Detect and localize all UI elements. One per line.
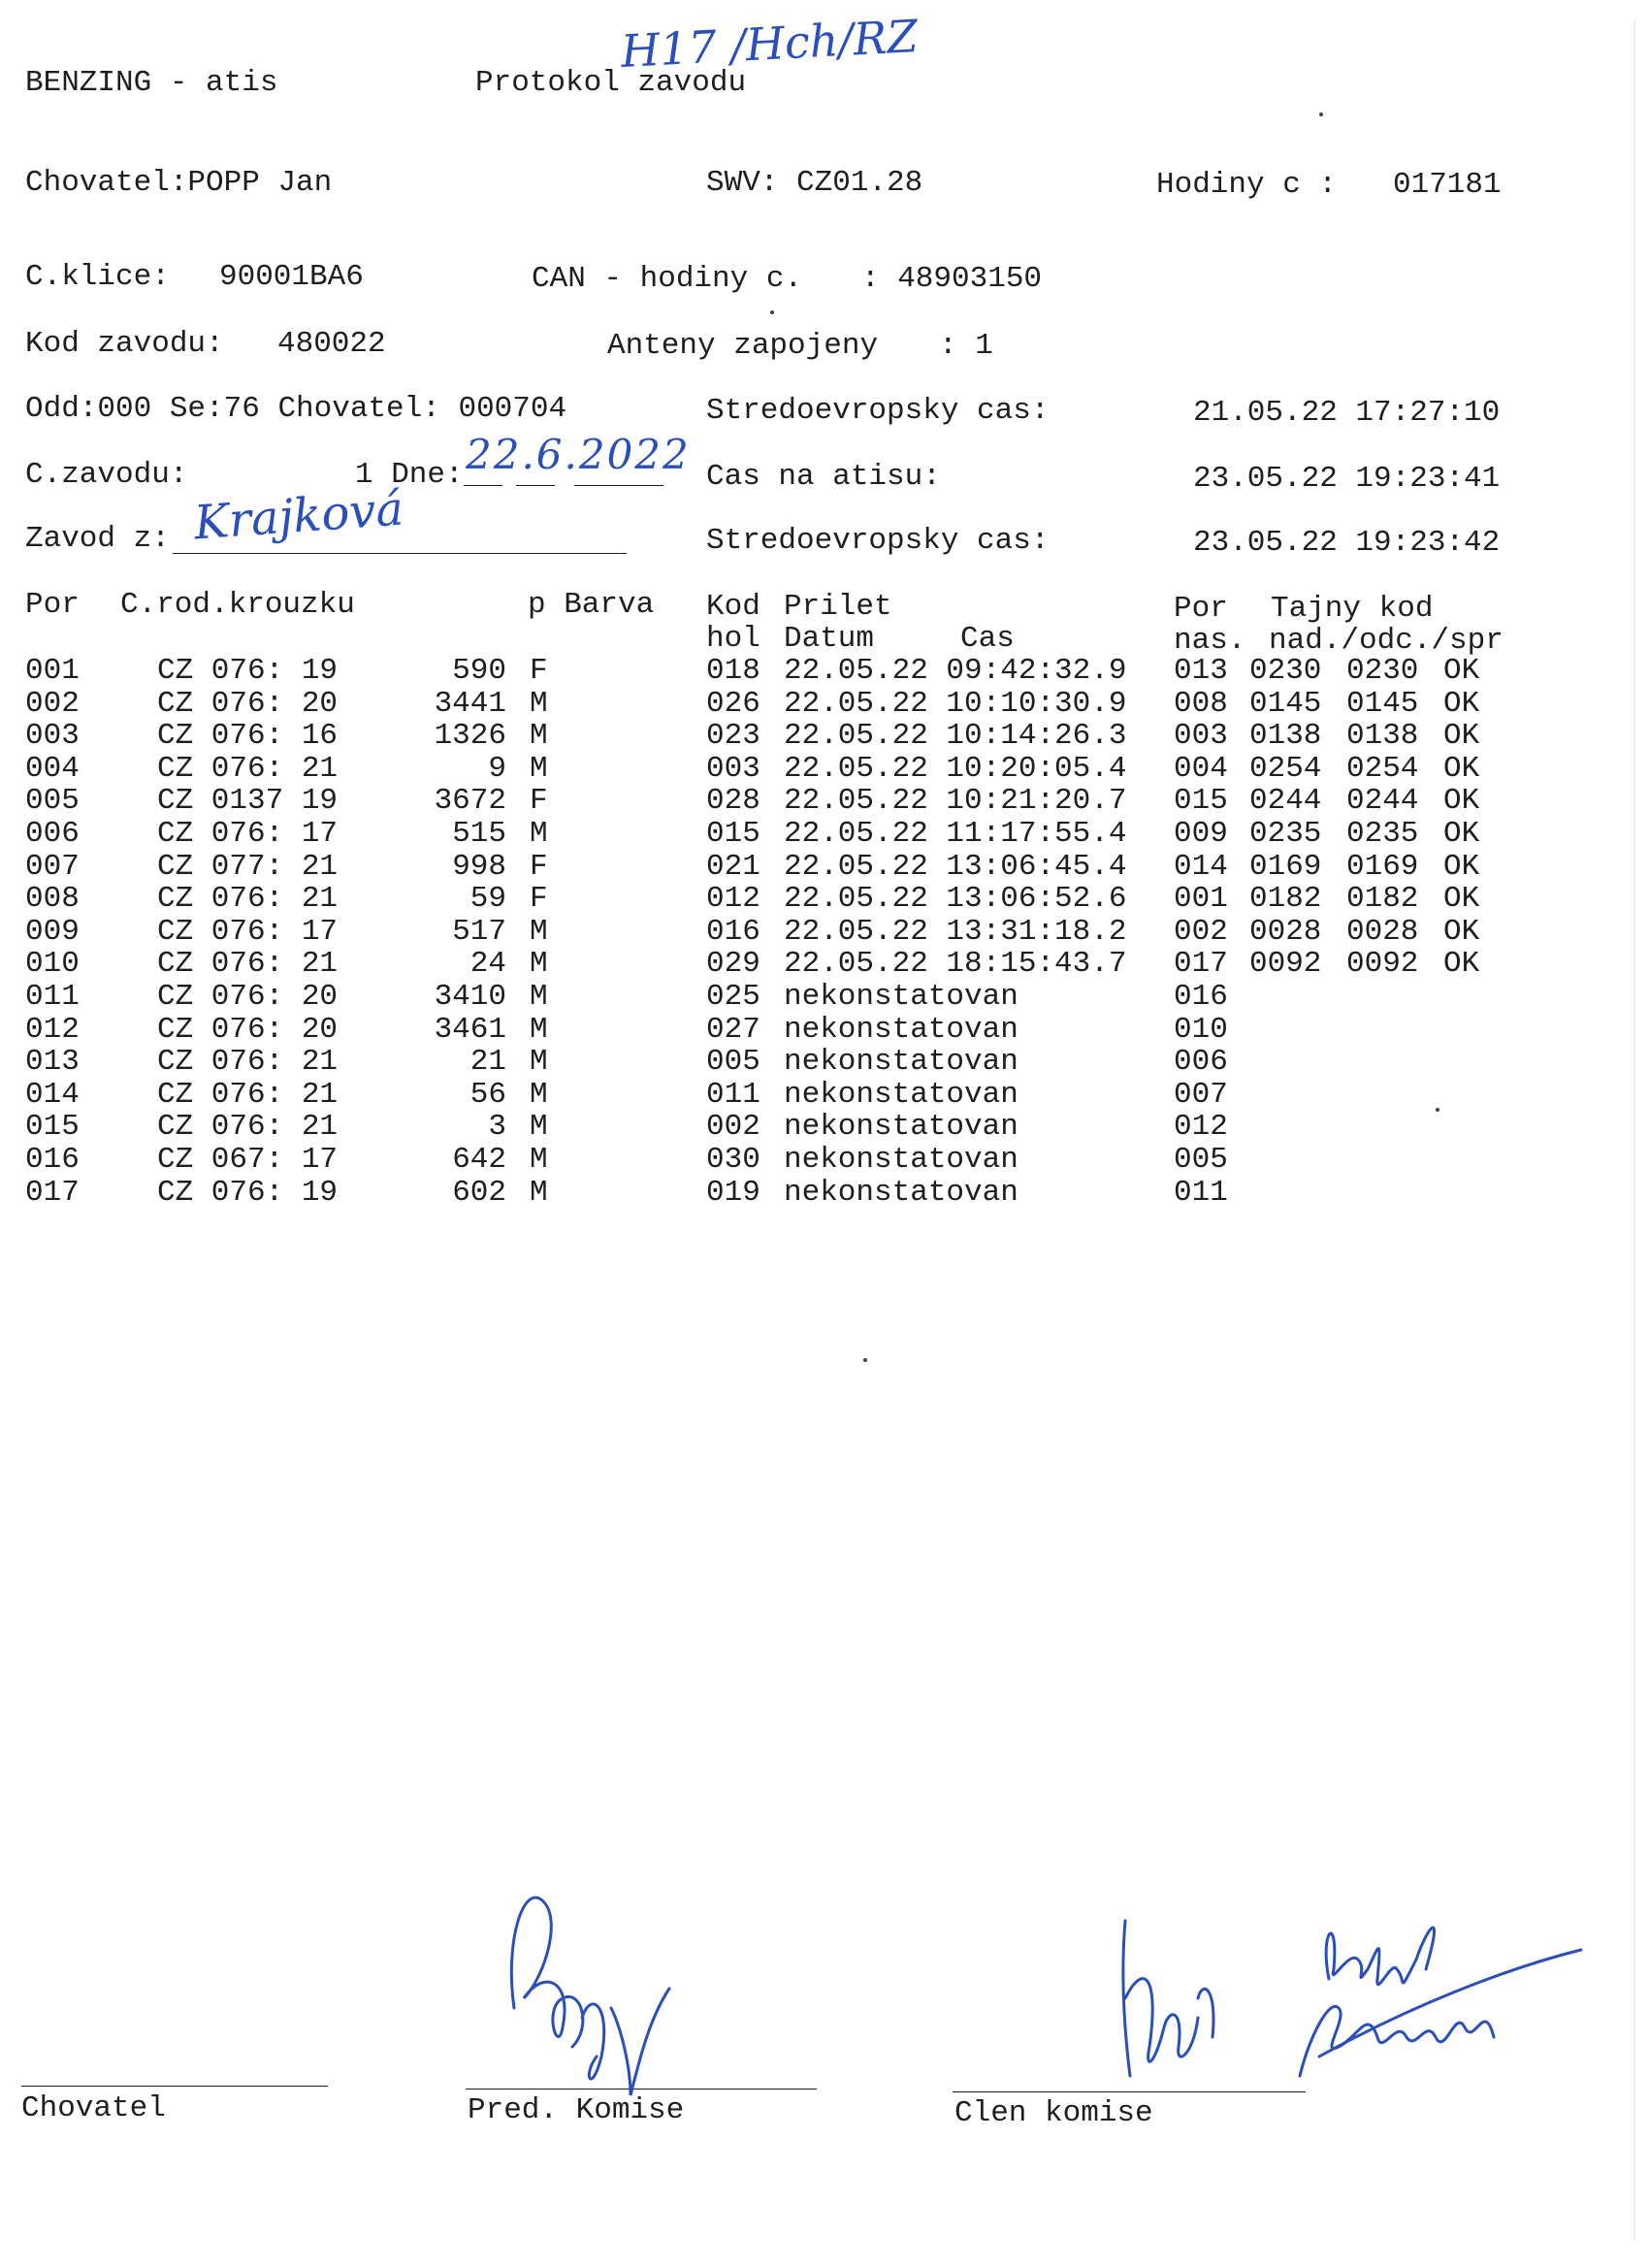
code-reading-cell: 0254 [1346, 751, 1419, 786]
code-reading-cell: 0169 [1346, 849, 1419, 884]
chair-signature-icon [485, 1863, 679, 2105]
basket-order-cell: 002 [1174, 914, 1228, 949]
col-header-time: Cas [960, 622, 1015, 656]
order-cell: 004 [25, 751, 80, 786]
order-cell: 005 [25, 784, 80, 819]
loft-code-cell: 030 [706, 1143, 760, 1177]
atis-time-label: Cas na atisu: [706, 460, 941, 494]
code-basketing-cell: 0028 [1249, 914, 1322, 949]
check-cell: OK [1443, 784, 1480, 819]
loft-code-cell: 025 [706, 980, 760, 1014]
speck [770, 310, 774, 314]
code-reading-cell: 0182 [1346, 882, 1419, 917]
ring-number-cell: 59 [469, 882, 506, 917]
ring-number-cell: 1326 [434, 719, 506, 754]
table-row [0, 751, 1649, 787]
basket-order-cell: 004 [1174, 751, 1228, 786]
arrival-cell: 22.05.22 09:42:32.9 [784, 654, 1127, 688]
ring-cell: CZ 076: 21 [157, 1045, 339, 1080]
race-from-label: Zavod z: [25, 522, 170, 556]
check-cell: OK [1443, 849, 1480, 884]
arrival-cell: 22.05.22 18:15:43.7 [784, 947, 1127, 982]
code-reading-cell: 0028 [1346, 914, 1419, 949]
software-version: SWV: CZ01.28 [706, 166, 923, 200]
table-row [0, 721, 1649, 754]
arrival-cell: nekonstatovan [784, 1077, 1018, 1112]
loft-code-cell: 002 [706, 1110, 760, 1145]
ring-cell: CZ 0137 19 [157, 784, 339, 819]
basket-order-cell: 006 [1174, 1045, 1228, 1080]
ring-cell: CZ 067: 17 [157, 1143, 339, 1177]
order-cell: 017 [25, 1175, 80, 1210]
loft-code-cell: 023 [706, 719, 760, 754]
ring-cell: CZ 076: 21 [157, 1077, 339, 1112]
member-signature-line [953, 2091, 1306, 2092]
loft-code-cell: 021 [706, 849, 760, 884]
col-header-order: Por [25, 588, 80, 622]
ring-number-cell: 515 [452, 817, 506, 851]
order-cell: 013 [25, 1045, 80, 1080]
order-cell: 006 [25, 817, 80, 851]
ring-cell: CZ 076: 20 [157, 980, 339, 1014]
order-cell: 015 [25, 1110, 80, 1145]
ring-cell: CZ 076: 19 [157, 1175, 339, 1210]
col-header-date: Datum [784, 622, 875, 656]
ring-cell: CZ 076: 21 [157, 947, 339, 982]
sex-cell: M [530, 1110, 548, 1145]
col-header-code-check: nad./odc./spr [1269, 624, 1504, 658]
sex-cell: F [530, 849, 548, 884]
member-signature-icon [1106, 1901, 1242, 2086]
table-row [0, 686, 1649, 722]
race-number-value: 1 Dne: [355, 458, 464, 492]
sex-cell: M [530, 1012, 548, 1047]
table-row [0, 914, 1649, 950]
sex-cell: M [530, 1045, 548, 1080]
code-reading-cell: 0092 [1346, 947, 1419, 982]
col-header-sex-color: p Barva [528, 588, 655, 622]
arrival-cell: 22.05.22 10:10:30.9 [784, 686, 1127, 721]
arrival-cell: nekonstatovan [784, 1175, 1018, 1210]
sex-cell: M [530, 1175, 548, 1210]
code-basketing-cell: 0145 [1249, 686, 1322, 721]
check-cell: OK [1443, 654, 1480, 688]
ring-cell: CZ 076: 21 [157, 882, 339, 917]
order-cell: 008 [25, 882, 80, 917]
cet-label-1: Stredoevropsky cas: [706, 394, 1050, 428]
breeder-signature-label: Chovatel [21, 2091, 166, 2125]
check-cell: OK [1443, 751, 1480, 786]
ring-cell: CZ 076: 21 [157, 1110, 339, 1145]
sex-cell: M [530, 751, 548, 786]
ring-cell: CZ 076: 16 [157, 719, 339, 754]
basket-order-cell: 005 [1174, 1143, 1228, 1177]
basket-order-cell: 010 [1174, 1012, 1228, 1047]
basket-order-cell: 003 [1174, 719, 1228, 754]
check-cell: OK [1443, 719, 1480, 754]
table-row [0, 819, 1649, 852]
chair-signature-label: Pred. Komise [468, 2093, 685, 2127]
handwritten-header-note: H17 /Hch/RZ [619, 10, 920, 78]
col-header-secret-code: Tajny kod [1271, 592, 1434, 626]
table-row [0, 1012, 1649, 1048]
atis-time-value: 23.05.22 19:23:41 [1193, 462, 1501, 496]
ring-number-cell: 517 [452, 914, 506, 949]
race-code-value: 480022 [277, 327, 386, 361]
arrival-cell: nekonstatovan [784, 1012, 1018, 1047]
table-row [0, 1077, 1649, 1113]
protocol-title: Protokol zavodu [475, 66, 747, 100]
loft-code-cell: 005 [706, 1045, 760, 1080]
breeder-signature-line [21, 2086, 328, 2087]
loft-code-cell: 012 [706, 882, 760, 917]
table-row [0, 849, 1649, 885]
loft-code-cell: 019 [706, 1175, 760, 1210]
order-cell: 010 [25, 947, 80, 982]
ring-number-cell: 602 [452, 1175, 506, 1210]
order-cell: 011 [25, 980, 80, 1014]
loft-code-cell: 018 [706, 654, 760, 688]
basket-order-cell: 001 [1174, 882, 1228, 917]
table-row [0, 982, 1649, 1015]
ring-cell: CZ 076: 20 [157, 686, 339, 721]
col-header-basket-order: Por [1174, 592, 1228, 626]
sex-cell: M [530, 719, 548, 754]
ring-number-cell: 21 [469, 1045, 506, 1080]
arrival-cell: nekonstatovan [784, 1110, 1018, 1145]
speck [863, 1358, 867, 1362]
code-basketing-cell: 0244 [1249, 784, 1322, 819]
col-header-code: Kod [706, 590, 760, 624]
basket-order-cell: 014 [1174, 849, 1228, 884]
check-cell: OK [1443, 947, 1480, 982]
can-clock-value: : 48903150 [861, 262, 1043, 296]
table-row [0, 949, 1649, 982]
arrival-cell: 22.05.22 13:31:18.2 [784, 914, 1127, 949]
cet-label-2: Stredoevropsky cas: [706, 524, 1050, 558]
sex-cell: F [530, 784, 548, 819]
arrival-cell: nekonstatovan [784, 1045, 1018, 1080]
breeder-name: Chovatel:POPP Jan [25, 166, 333, 200]
key-label: C.klice: [25, 260, 170, 294]
table-row [0, 656, 1649, 689]
table-row [0, 884, 1649, 917]
speck [1436, 1108, 1439, 1112]
check-cell: OK [1443, 914, 1480, 949]
loft-code-cell: 015 [706, 817, 760, 851]
col-header-basketed: nas. [1174, 624, 1246, 658]
can-clock-label: CAN - hodiny c. [532, 262, 803, 296]
code-basketing-cell: 0254 [1249, 751, 1322, 786]
second-member-signature-icon [1261, 1892, 1591, 2086]
sex-cell: F [530, 654, 548, 688]
loft-code-cell: 026 [706, 686, 760, 721]
member-signature-label: Clen komise [954, 2096, 1153, 2130]
handwritten-race-date: 22.6.2022 [466, 431, 691, 478]
handwritten-race-origin: Krajková [192, 481, 405, 551]
table-row [0, 1145, 1649, 1178]
ring-number-cell: 9 [488, 751, 506, 786]
table-row [0, 1112, 1649, 1145]
arrival-cell: 22.05.22 13:06:52.6 [784, 882, 1127, 917]
basket-order-cell: 017 [1174, 947, 1228, 982]
ring-number-cell: 24 [469, 947, 506, 982]
key-value: 90001BA6 [219, 260, 364, 294]
date-underline [516, 485, 555, 486]
club-line: Odd:000 Se:76 Chovatel: 000704 [25, 392, 567, 426]
code-basketing-cell: 0092 [1249, 947, 1322, 982]
ring-cell: CZ 077: 21 [157, 849, 339, 884]
col-header-ring: C.rod.krouzku [120, 588, 355, 622]
code-reading-cell: 0244 [1346, 784, 1419, 819]
clock-number: 017181 [1393, 168, 1502, 202]
date-underline [574, 485, 663, 486]
arrival-cell: nekonstatovan [784, 1143, 1018, 1177]
antenna-label: Anteny zapojeny [607, 329, 879, 363]
basket-order-cell: 016 [1174, 980, 1228, 1014]
race-origin-underline [173, 553, 627, 554]
basket-order-cell: 011 [1174, 1175, 1228, 1210]
order-cell: 012 [25, 1012, 80, 1047]
code-reading-cell: 0138 [1346, 719, 1419, 754]
check-cell: OK [1443, 817, 1480, 851]
ring-number-cell: 3410 [434, 980, 506, 1014]
ring-number-cell: 3461 [434, 1012, 506, 1047]
arrival-cell: nekonstatovan [784, 980, 1018, 1014]
basket-order-cell: 015 [1174, 784, 1228, 819]
loft-code-cell: 003 [706, 751, 760, 786]
order-cell: 016 [25, 1143, 80, 1177]
loft-code-cell: 028 [706, 784, 760, 819]
code-basketing-cell: 0182 [1249, 882, 1322, 917]
code-reading-cell: 0230 [1346, 654, 1419, 688]
table-row [0, 1047, 1649, 1080]
ring-cell: CZ 076: 20 [157, 1012, 339, 1047]
order-cell: 009 [25, 914, 80, 949]
table-row [0, 1175, 1649, 1211]
clock-label: Hodiny c : [1156, 168, 1338, 202]
sex-cell: F [530, 882, 548, 917]
order-cell: 002 [25, 686, 80, 721]
sex-cell: M [530, 1077, 548, 1112]
speck [1319, 113, 1323, 116]
race-code-label: Kod zavodu: [25, 327, 224, 361]
sex-cell: M [530, 947, 548, 982]
code-basketing-cell: 0169 [1249, 849, 1322, 884]
ring-number-cell: 3672 [434, 784, 506, 819]
code-reading-cell: 0235 [1346, 817, 1419, 851]
loft-code-cell: 011 [706, 1077, 760, 1112]
ring-number-cell: 642 [452, 1143, 506, 1177]
sex-cell: M [530, 817, 548, 851]
code-reading-cell: 0145 [1346, 686, 1419, 721]
arrival-cell: 22.05.22 10:20:05.4 [784, 751, 1127, 786]
brand-label: BENZING - atis [25, 66, 278, 100]
arrival-cell: 22.05.22 10:14:26.3 [784, 719, 1127, 754]
ring-cell: CZ 076: 17 [157, 817, 339, 851]
basket-order-cell: 012 [1174, 1110, 1228, 1145]
arrival-cell: 22.05.22 11:17:55.4 [784, 817, 1127, 851]
basket-order-cell: 013 [1174, 654, 1228, 688]
sex-cell: M [530, 1143, 548, 1177]
col-header-loft: hol [706, 622, 760, 656]
antenna-value: : 1 [939, 329, 993, 363]
ring-number-cell: 56 [469, 1077, 506, 1112]
basket-order-cell: 007 [1174, 1077, 1228, 1112]
order-cell: 001 [25, 654, 80, 688]
ring-number-cell: 3441 [434, 686, 506, 721]
ring-number-cell: 590 [452, 654, 506, 688]
ring-cell: CZ 076: 19 [157, 654, 339, 688]
sex-cell: M [530, 914, 548, 949]
check-cell: OK [1443, 882, 1480, 917]
col-header-arrival: Prilet [784, 590, 892, 624]
loft-code-cell: 016 [706, 914, 760, 949]
order-cell: 003 [25, 719, 80, 754]
arrival-cell: 22.05.22 13:06:45.4 [784, 849, 1127, 884]
sex-cell: M [530, 686, 548, 721]
table-row [0, 786, 1649, 819]
order-cell: 014 [25, 1077, 80, 1112]
order-cell: 007 [25, 849, 80, 884]
basket-order-cell: 009 [1174, 817, 1228, 851]
basket-order-cell: 008 [1174, 686, 1228, 721]
ring-cell: CZ 076: 17 [157, 914, 339, 949]
cet-value-2: 23.05.22 19:23:42 [1193, 526, 1501, 560]
cet-value-1: 21.05.22 17:27:10 [1193, 396, 1501, 430]
code-basketing-cell: 0138 [1249, 719, 1322, 754]
ring-number-cell: 3 [488, 1110, 506, 1145]
ring-cell: CZ 076: 21 [157, 751, 339, 786]
loft-code-cell: 027 [706, 1012, 760, 1047]
loft-code-cell: 029 [706, 947, 760, 982]
arrival-cell: 22.05.22 10:21:20.7 [784, 784, 1127, 819]
code-basketing-cell: 0235 [1249, 817, 1322, 851]
code-basketing-cell: 0230 [1249, 654, 1322, 688]
sex-cell: M [530, 980, 548, 1014]
date-underline [464, 485, 502, 486]
race-number-label: C.zavodu: [25, 458, 188, 492]
ring-number-cell: 998 [452, 849, 506, 884]
check-cell: OK [1443, 686, 1480, 721]
